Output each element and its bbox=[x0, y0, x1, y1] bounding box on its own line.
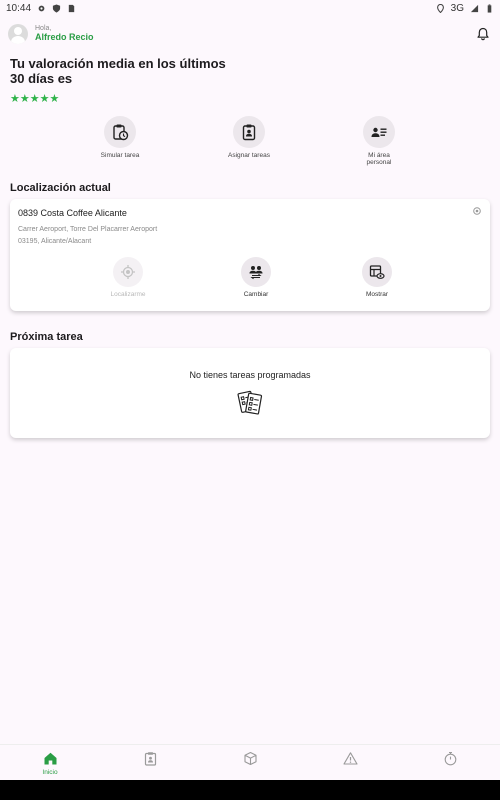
next-task-section-title: Próxima tarea bbox=[10, 331, 83, 343]
map-view-icon bbox=[369, 264, 385, 280]
people-swap-icon bbox=[248, 264, 264, 280]
change-location-button[interactable] bbox=[221, 257, 291, 298]
location-section-title: Localización actual bbox=[10, 182, 111, 194]
system-gesture-bar bbox=[0, 780, 500, 800]
warning-icon bbox=[343, 751, 358, 766]
nav-home-label: Inicio bbox=[42, 769, 58, 776]
empty-tasks-message: No tienes tareas programadas bbox=[189, 370, 311, 380]
nav-item-home[interactable] bbox=[30, 751, 70, 776]
location-name: 0839 Costa Coffee Alicante bbox=[18, 208, 127, 218]
personal-area-button[interactable] bbox=[349, 116, 409, 166]
quick-actions bbox=[0, 116, 500, 172]
status-bar bbox=[0, 0, 500, 16]
crosshair-icon bbox=[120, 264, 136, 280]
network-type: 3G bbox=[450, 2, 464, 14]
show-location-button[interactable] bbox=[342, 257, 412, 298]
rating-title: Tu valoración media en los últimos 30 días es bbox=[10, 56, 226, 86]
greeting-block bbox=[35, 25, 94, 43]
clipboard-icon bbox=[143, 751, 158, 766]
show-location-label: Mostrar bbox=[365, 291, 389, 298]
clipboard-user-icon bbox=[240, 123, 258, 141]
nav-item-inventory[interactable] bbox=[230, 751, 270, 766]
cube-icon bbox=[243, 751, 258, 766]
location-card bbox=[10, 199, 490, 311]
location-target-icon[interactable] bbox=[472, 206, 482, 216]
nav-item-incidents[interactable] bbox=[330, 751, 370, 766]
change-location-label: Cambiar bbox=[243, 291, 269, 298]
locate-me-button[interactable] bbox=[93, 257, 163, 298]
bottom-nav bbox=[0, 744, 500, 780]
personal-area-label: Mi área personal bbox=[366, 152, 392, 166]
rating-stars: ★★★★★ bbox=[10, 93, 60, 105]
signal-icon bbox=[470, 4, 479, 13]
id-card-icon bbox=[370, 123, 388, 141]
locate-me-label: Localizarme bbox=[110, 291, 146, 298]
home-icon bbox=[43, 751, 58, 766]
empty-tasks-documents-icon bbox=[235, 388, 265, 418]
settings-gear-icon bbox=[37, 4, 46, 13]
sim-card-icon bbox=[67, 4, 76, 13]
clipboard-clock-icon bbox=[111, 123, 129, 141]
battery-icon bbox=[485, 4, 494, 13]
location-address bbox=[18, 224, 157, 248]
stopwatch-icon bbox=[443, 751, 458, 766]
nav-item-tasks[interactable] bbox=[130, 751, 170, 766]
bell-icon[interactable] bbox=[476, 27, 490, 41]
greeting-label: Hola, bbox=[35, 25, 52, 33]
address-line-2: 03195, Alicante/Alacant bbox=[18, 238, 92, 245]
status-time: 10:44 bbox=[6, 2, 32, 14]
nav-item-timer[interactable] bbox=[430, 751, 470, 766]
address-line-1: Carrer Aeroport, Torre Del Placarrer Aeroport bbox=[18, 226, 158, 233]
next-task-card bbox=[10, 348, 490, 438]
header bbox=[8, 22, 490, 46]
assign-tasks-label: Asignar tareas bbox=[228, 152, 270, 159]
simulate-task-label: Simular tarea bbox=[100, 152, 140, 159]
shield-icon bbox=[52, 4, 61, 13]
assign-tasks-button[interactable] bbox=[219, 116, 279, 159]
avatar[interactable] bbox=[8, 24, 28, 44]
user-name: Alfredo Recio bbox=[35, 31, 94, 42]
simulate-task-button[interactable] bbox=[90, 116, 150, 159]
location-icon bbox=[436, 4, 445, 13]
